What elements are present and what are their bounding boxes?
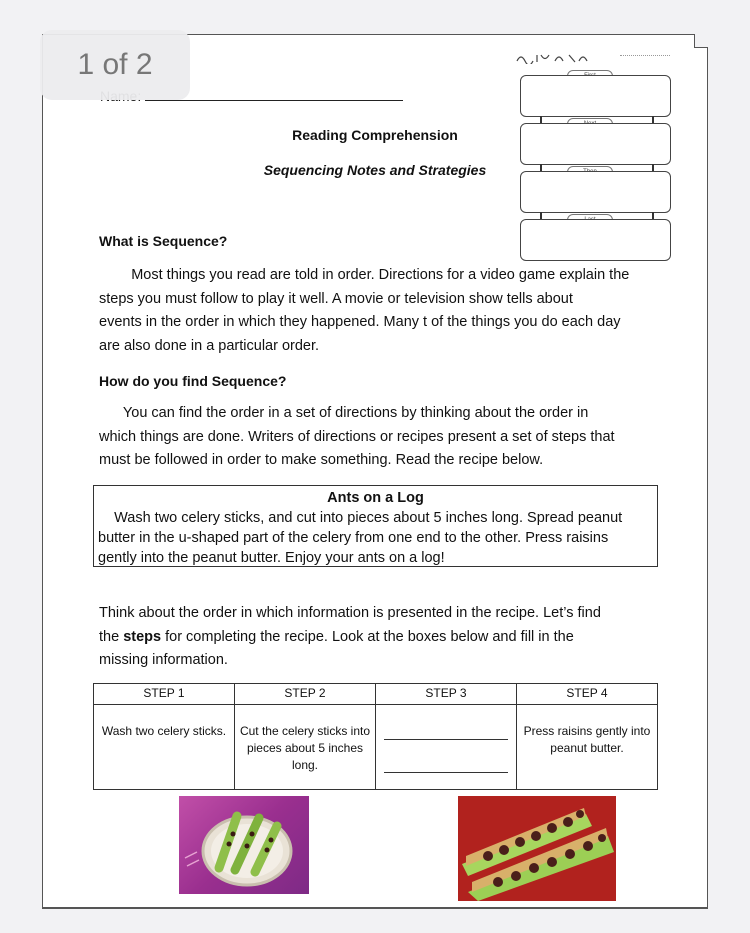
organizer-date-line (620, 55, 670, 56)
ants-on-log-celery-photo (458, 796, 616, 901)
text-span: for completing the recipe. Look at the boxes below and fill in the (161, 628, 574, 645)
step-header: STEP 4 (517, 684, 658, 705)
worksheet-title: Reading Comprehension (292, 127, 458, 143)
section-heading-what-is-sequence: What is Sequence? (99, 233, 228, 249)
recipe-title: Ants on a Log (327, 490, 424, 506)
recipe-box (93, 485, 658, 567)
step-1-cell: Wash two celery sticks. (94, 705, 235, 790)
section-heading-how-find-sequence: How do you find Sequence? (99, 373, 287, 389)
step-3-blank-line[interactable] (384, 723, 508, 740)
section1-paragraph (99, 264, 655, 358)
paragraph-line: You can find the order in a set of directions by thinking about the order in (99, 405, 589, 421)
paragraph-line: Think about the order in which information is presented in the recipe. Let’s find (99, 605, 601, 621)
organizer-box-3 (520, 171, 671, 213)
steps-table (93, 683, 658, 790)
steps-keyword: steps (123, 628, 162, 645)
recipe-line: gently into the peanut butter. Enjoy your ants on a log! (98, 550, 445, 566)
step-header: STEP 1 (94, 684, 235, 705)
paragraph-line: missing information. (99, 652, 228, 668)
ants-on-log-bowl-photo (179, 796, 309, 894)
organizer-box-4 (520, 219, 671, 261)
step-4-cell: Press raisins gently into peanut butter. (517, 705, 658, 790)
section2-paragraph (99, 402, 655, 473)
paragraph-line: events in the order in which they happened. Many t of the things you do each day (99, 314, 621, 330)
organizer-box-2 (520, 123, 671, 165)
paragraph-line: which things are done. Writers of directions or recipes present a set of steps that (99, 428, 615, 445)
step-2-cell: Cut the celery sticks into pieces about 5 inches long. (235, 705, 376, 790)
page-bottom-border (42, 908, 708, 909)
worksheet-subtitle: Sequencing Notes and Strategies (263, 162, 487, 178)
step-header: STEP 3 (376, 684, 517, 705)
paragraph-line: steps you must follow to play it well. A movie or television show tells about (99, 290, 573, 307)
paragraph-line: Most things you read are told in order. Directions for a video game explain the (99, 267, 630, 283)
recipe-line: Wash two celery sticks, and cut into pieces about 5 inches long. Spread peanut (98, 510, 623, 526)
recipe-line: butter in the u-shaped part of the celery from one end to the other. Press raisins (98, 530, 609, 546)
organizer-box-1 (520, 75, 671, 117)
step-3-cell[interactable] (376, 705, 517, 790)
step-header: STEP 2 (235, 684, 376, 705)
paragraph-line: are also done in a particular order. (99, 337, 320, 354)
paragraph-line (99, 626, 655, 650)
text-span: the (99, 628, 124, 645)
page-corner-fold (694, 34, 708, 48)
paragraph-line: must be followed in order to make something. Read the recipe below. (99, 452, 544, 468)
step-3-blank-line[interactable] (384, 756, 508, 773)
organizer-heading-art (515, 52, 595, 66)
section3-paragraph (99, 602, 655, 673)
page-indicator: 1 of 2 (40, 30, 190, 100)
sequence-organizer-graphic (515, 50, 685, 270)
